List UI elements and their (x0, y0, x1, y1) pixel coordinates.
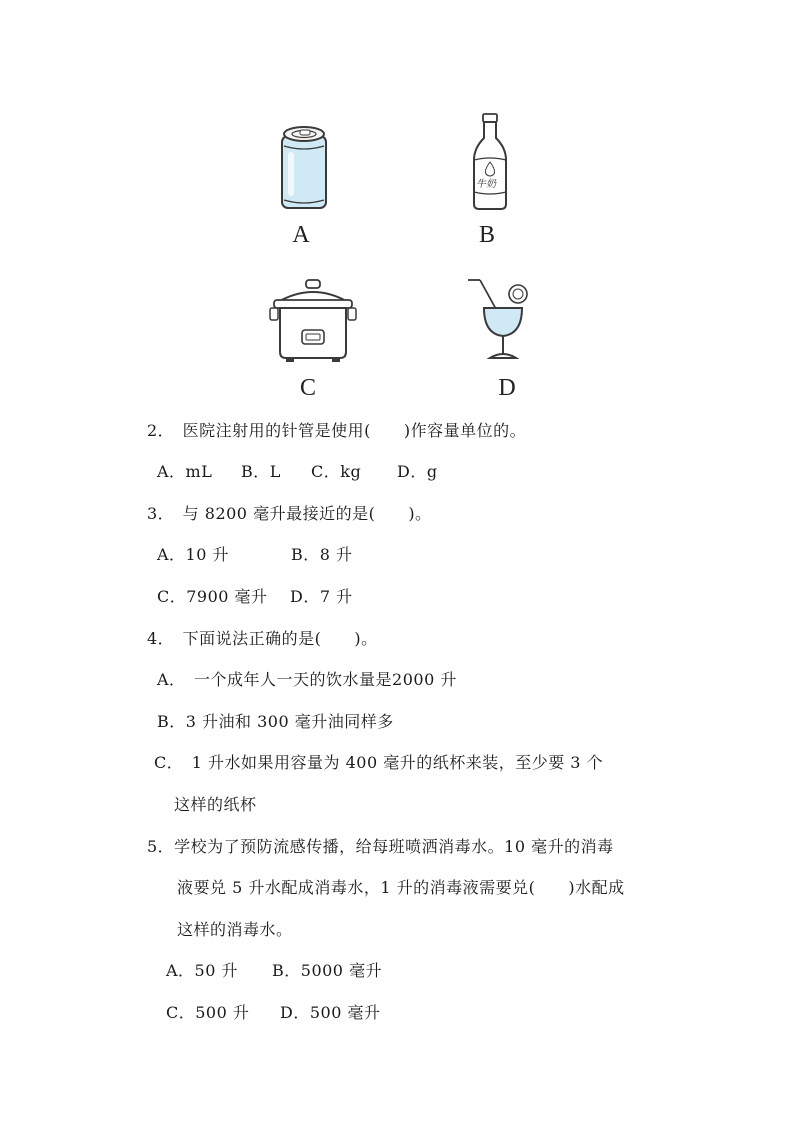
figure-c-label: C (299, 375, 316, 401)
option-c: C．kg (311, 462, 362, 481)
question-3-options-row2 (157, 587, 353, 607)
figure-d (464, 276, 530, 364)
question-4-option-b: B．3 升油和 300 毫升油同样多 (157, 712, 394, 731)
question-5-options-row1 (166, 961, 382, 981)
option-d: D．7 升 (290, 587, 353, 606)
question-5-line1: 5．学校为了预防流感传播，给每班喷洒消毒水。10 毫升的消毒 (147, 837, 614, 856)
question-5-line3: 这样的消毒水。 (177, 920, 293, 939)
question-5-line2: 液要兑 5 升水配成消毒水，1 升的消毒液需要兑( )水配成 (177, 878, 625, 897)
question-4-option-c-line2: 这样的纸杯 (174, 795, 257, 814)
figure-c (268, 278, 358, 364)
question-4-option-c-line1: C． 1 升水如果用容量为 400 毫升的纸杯来装，至少要 3 个 (154, 753, 604, 772)
option-c: C．7900 毫升 (157, 587, 268, 606)
option-d: D．g (397, 462, 438, 481)
question-5-options-row2 (166, 1003, 380, 1023)
rice-cooker-icon (268, 278, 358, 364)
figure-b-label: B (478, 222, 495, 248)
figure-d-label: D (498, 375, 516, 401)
question-3-options-row1 (157, 545, 353, 565)
option-b: B．L (241, 462, 281, 481)
option-b: B．5000 毫升 (272, 961, 383, 980)
figure-a (276, 122, 332, 214)
figure-b (470, 112, 510, 212)
figure-a-label: A (292, 222, 310, 248)
question-2-stem: 2． 医院注射用的针管是使用( )作容量单位的。 (147, 421, 527, 440)
option-b: B．8 升 (291, 545, 353, 564)
question-4-option-a: A． 一个成年人一天的饮水量是2000 升 (157, 670, 457, 689)
milk-bottle-icon (470, 112, 510, 212)
option-c: C．500 升 (166, 1003, 250, 1022)
bottle-label-text: 牛奶 (476, 179, 496, 190)
option-d: D．500 毫升 (280, 1003, 381, 1022)
option-a: A．10 升 (157, 545, 230, 564)
juice-glass-icon (464, 276, 530, 364)
question-4-stem: 4． 下面说法正确的是( )。 (147, 629, 378, 648)
option-a: A．mL (157, 462, 213, 481)
question-3-stem: 3． 与 8200 毫升最接近的是( )。 (147, 504, 432, 523)
soda-can-icon (276, 122, 332, 214)
option-a: A．50 升 (166, 961, 239, 980)
question-2-options (157, 462, 438, 482)
